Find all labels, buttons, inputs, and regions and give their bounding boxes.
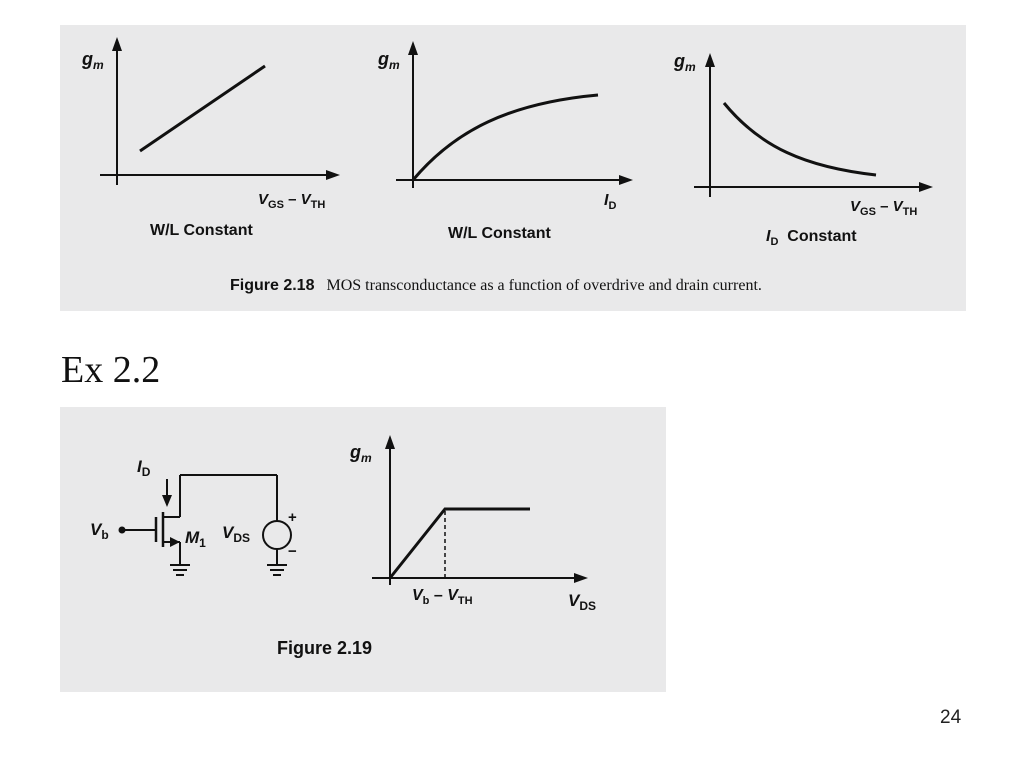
figure-2-19-caption: Figure 2.19 [277,638,373,658]
panel-2-y-arrow [408,41,418,55]
figure-2-18-scan [60,25,966,311]
panel-1 [81,37,340,239]
example-heading: Ex 2.2 [61,349,161,391]
panel-3-y-arrow [705,53,715,67]
plot-y-arrow [385,435,395,449]
panel-3 [673,51,933,248]
panel-2-x-label: $I_D$ [604,192,617,212]
page-number: 24 [940,707,962,728]
figure-2-18-caption: Figure 2.18 MOS transconductance as a function of overdrive and drain current. [230,277,762,294]
current-label: $I_D$ [137,457,151,479]
panel-3-curve [724,103,876,175]
panel-1-y-arrow [112,37,122,51]
panel-1-condition-label: W/L Constant [150,222,253,239]
current-arrow-head [162,495,172,507]
knee-label: $V_b - V_{TH}$ [412,587,473,607]
panel-3-x-arrow [919,182,933,192]
transistor-label: $M_1$ [185,528,206,550]
circuit-schematic [90,457,297,575]
panel-1-y-label: $g_m$ [82,49,104,72]
panel-3-x-label: $V_{GS} - V_{TH}$ [850,198,918,218]
plot-x-arrow [574,573,588,583]
plot-curve [390,509,530,578]
panel-1-curve [140,66,265,151]
panel-2-x-arrow [619,175,633,185]
figure-2-19-graphic [60,407,666,692]
figure-2-18-graphic [60,25,966,311]
panel-2-condition-label: W/L Constant [448,225,551,242]
panel-2-y-label: $g_m$ [378,49,400,72]
panel-2-curve [413,95,598,180]
gate-voltage-label: $V_b$ [90,520,109,542]
voltage-source-plus: + [288,509,297,526]
figure-2-19-scan [60,407,666,692]
voltage-source-circle [263,521,291,549]
panel-3-y-label: $g_m$ [674,51,696,74]
panel-2 [377,41,633,242]
panel-1-x-label: $V_{GS} - V_{TH}$ [258,191,326,211]
gm-vs-vds-plot [349,435,596,613]
panel-3-condition-label: $I_D$ Constant [766,228,857,248]
transistor-source-arrow [170,537,180,547]
plot-y-label: $g_m$ [350,442,372,465]
voltage-source-label: $V_{DS}$ [222,523,251,545]
voltage-source-minus: − [288,543,297,560]
plot-x-label: $V_{DS}$ [568,591,597,613]
panel-1-x-arrow [326,170,340,180]
